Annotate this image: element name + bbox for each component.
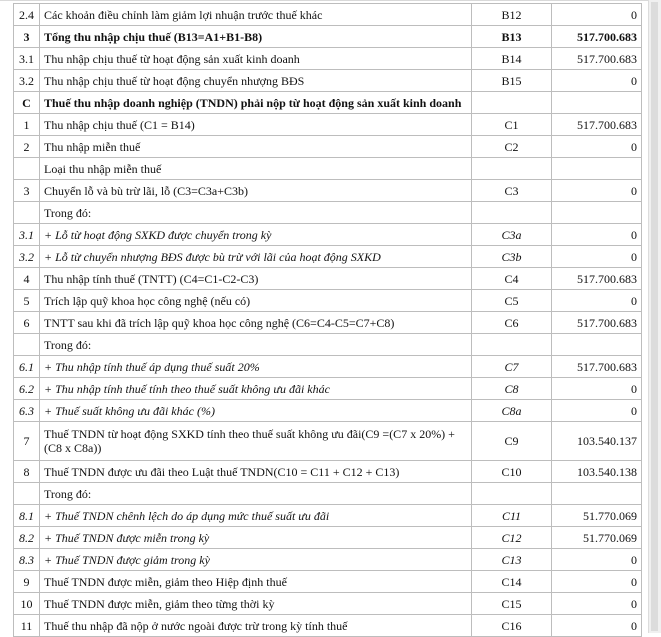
row-code-cell: C16 <box>472 615 552 637</box>
table-row <box>14 92 642 114</box>
row-code-cell: C3 <box>472 180 552 202</box>
row-description-cell: + Thu nhập tính thuế áp dụng thuế suất 20% <box>40 356 472 378</box>
row-number-cell <box>14 158 40 180</box>
row-value-cell: 0 <box>552 136 642 158</box>
row-value-cell: 103.540.137 <box>552 422 642 461</box>
row-number-cell: 6.3 <box>14 400 40 422</box>
row-description-cell: + Lỗ từ hoạt động SXKD được chuyển trong kỳ <box>40 224 472 246</box>
row-code-cell <box>472 92 552 114</box>
tax-table-body <box>14 4 642 637</box>
table-row <box>14 593 642 615</box>
table-row <box>14 136 642 158</box>
row-code-cell: C3a <box>472 224 552 246</box>
row-number-cell: 5 <box>14 290 40 312</box>
row-description-cell: Tổng thu nhập chịu thuế (B13=A1+B1-B8) <box>40 26 472 48</box>
row-number-cell: 2.4 <box>14 4 40 26</box>
row-number-cell: 6 <box>14 312 40 334</box>
row-description-cell: Thu nhập chịu thuế từ hoạt động chuyển nhượng BĐS <box>40 70 472 92</box>
table-row <box>14 527 642 549</box>
row-number-cell: 3.2 <box>14 246 40 268</box>
table-row <box>14 48 642 70</box>
row-description-cell: Thu nhập miễn thuế <box>40 136 472 158</box>
row-description-cell: Trong đó: <box>40 483 472 505</box>
row-value-cell: 0 <box>552 4 642 26</box>
row-number-cell: 11 <box>14 615 40 637</box>
row-value-cell <box>552 483 642 505</box>
row-description-cell: Thuế TNDN được ưu đãi theo Luật thuế TNDN(C10 = C11 + C12 + C13) <box>40 461 472 483</box>
row-value-cell: 0 <box>552 593 642 615</box>
row-value-cell: 0 <box>552 400 642 422</box>
table-row <box>14 290 642 312</box>
row-number-cell: 8 <box>14 461 40 483</box>
table-row <box>14 356 642 378</box>
row-code-cell: C13 <box>472 549 552 571</box>
row-number-cell: 6.1 <box>14 356 40 378</box>
row-code-cell: C5 <box>472 290 552 312</box>
row-value-cell: 0 <box>552 290 642 312</box>
row-value-cell <box>552 158 642 180</box>
row-description-cell: + Thuế TNDN chênh lệch do áp dụng mức thuế suất ưu đãi <box>40 505 472 527</box>
table-row <box>14 246 642 268</box>
tax-declaration-table <box>13 3 642 637</box>
table-row <box>14 114 642 136</box>
row-number-cell: 10 <box>14 593 40 615</box>
row-number-cell: 4 <box>14 268 40 290</box>
row-value-cell: 51.770.069 <box>552 527 642 549</box>
row-description-cell: + Thuế TNDN được miễn trong kỳ <box>40 527 472 549</box>
row-number-cell: 3 <box>14 180 40 202</box>
row-value-cell: 517.700.683 <box>552 26 642 48</box>
row-code-cell: C7 <box>472 356 552 378</box>
row-description-cell: Trong đó: <box>40 202 472 224</box>
table-row <box>14 505 642 527</box>
row-number-cell: 6.2 <box>14 378 40 400</box>
row-code-cell: C9 <box>472 422 552 461</box>
row-number-cell: C <box>14 92 40 114</box>
row-value-cell: 0 <box>552 549 642 571</box>
row-value-cell: 0 <box>552 180 642 202</box>
row-description-cell: Chuyển lỗ và bù trừ lãi, lỗ (C3=C3a+C3b) <box>40 180 472 202</box>
row-description-cell: + Thu nhập tính thuế tính theo thuế suất không ưu đãi khác <box>40 378 472 400</box>
row-code-cell: C14 <box>472 571 552 593</box>
row-code-cell: C3b <box>472 246 552 268</box>
row-value-cell: 517.700.683 <box>552 268 642 290</box>
row-description-cell: Thuế TNDN được miễn, giảm theo Hiệp định thuế <box>40 571 472 593</box>
row-description-cell: Thuế TNDN được miễn, giảm theo từng thời kỳ <box>40 593 472 615</box>
row-description-cell: Loại thu nhập miễn thuế <box>40 158 472 180</box>
row-description-cell: TNTT sau khi đã trích lập quỹ khoa học công nghệ (C6=C4-C5=C7+C8) <box>40 312 472 334</box>
row-description-cell: Thu nhập chịu thuế (C1 = B14) <box>40 114 472 136</box>
row-number-cell: 8.3 <box>14 549 40 571</box>
row-value-cell: 517.700.683 <box>552 114 642 136</box>
row-code-cell: C2 <box>472 136 552 158</box>
table-row <box>14 334 642 356</box>
row-code-cell: B14 <box>472 48 552 70</box>
table-row <box>14 26 642 48</box>
table-row <box>14 202 642 224</box>
row-number-cell <box>14 334 40 356</box>
row-number-cell: 3.1 <box>14 224 40 246</box>
row-number-cell: 3 <box>14 26 40 48</box>
table-row <box>14 268 642 290</box>
row-description-cell: Trích lập quỹ khoa học công nghệ (nếu có) <box>40 290 472 312</box>
row-value-cell <box>552 92 642 114</box>
row-description-cell: Các khoản điều chỉnh làm giảm lợi nhuận trước thuế khác <box>40 4 472 26</box>
tax-form-container <box>13 3 641 637</box>
row-description-cell: + Lỗ từ chuyển nhượng BĐS được bù trừ với lãi của hoạt động SXKD <box>40 246 472 268</box>
table-row <box>14 70 642 92</box>
row-code-cell: C8 <box>472 378 552 400</box>
table-row <box>14 461 642 483</box>
table-row <box>14 224 642 246</box>
top-frame-line <box>0 0 648 1</box>
row-number-cell: 8.2 <box>14 527 40 549</box>
row-description-cell: + Thuế TNDN được giảm trong kỳ <box>40 549 472 571</box>
row-value-cell: 0 <box>552 70 642 92</box>
row-code-cell: C12 <box>472 527 552 549</box>
row-value-cell: 0 <box>552 246 642 268</box>
table-row <box>14 158 642 180</box>
table-row <box>14 483 642 505</box>
row-value-cell: 517.700.683 <box>552 312 642 334</box>
row-code-cell: C11 <box>472 505 552 527</box>
row-value-cell: 103.540.138 <box>552 461 642 483</box>
row-description-cell: + Thuế suất không ưu đãi khác (%) <box>40 400 472 422</box>
row-code-cell <box>472 202 552 224</box>
row-description-cell: Thuế thu nhập doanh nghiệp (TNDN) phải nộp từ hoạt động sản xuất kinh doanh <box>40 92 472 114</box>
row-description-cell: Thuế TNDN từ hoạt động SXKD tính theo thuế suất không ưu đãi(C9 =(C7 x 20%) + (C8 x C8a)) <box>40 422 472 461</box>
row-value-cell: 517.700.683 <box>552 48 642 70</box>
row-code-cell: C4 <box>472 268 552 290</box>
row-description-cell: Thu nhập chịu thuế từ hoạt động sản xuất kinh doanh <box>40 48 472 70</box>
table-row <box>14 378 642 400</box>
scrollbar-thumb[interactable] <box>651 2 658 631</box>
table-row <box>14 180 642 202</box>
row-code-cell <box>472 334 552 356</box>
table-row <box>14 549 642 571</box>
table-row <box>14 615 642 637</box>
row-description-cell: Thuế thu nhập đã nộp ở nước ngoài được trừ trong kỳ tính thuế <box>40 615 472 637</box>
row-code-cell: B12 <box>472 4 552 26</box>
row-code-cell <box>472 158 552 180</box>
table-row <box>14 312 642 334</box>
row-code-cell: C8a <box>472 400 552 422</box>
row-number-cell: 9 <box>14 571 40 593</box>
table-row <box>14 400 642 422</box>
table-row <box>14 4 642 26</box>
row-value-cell: 0 <box>552 224 642 246</box>
row-code-cell: C10 <box>472 461 552 483</box>
row-value-cell: 51.770.069 <box>552 505 642 527</box>
row-code-cell: B13 <box>472 26 552 48</box>
row-value-cell <box>552 334 642 356</box>
table-row <box>14 571 642 593</box>
row-value-cell: 517.700.683 <box>552 356 642 378</box>
row-code-cell <box>472 483 552 505</box>
row-number-cell <box>14 483 40 505</box>
row-number-cell: 2 <box>14 136 40 158</box>
row-code-cell: C1 <box>472 114 552 136</box>
row-number-cell: 3.2 <box>14 70 40 92</box>
row-code-cell: C6 <box>472 312 552 334</box>
row-number-cell <box>14 202 40 224</box>
row-value-cell <box>552 202 642 224</box>
row-number-cell: 7 <box>14 422 40 461</box>
row-code-cell: B15 <box>472 70 552 92</box>
row-number-cell: 8.1 <box>14 505 40 527</box>
row-value-cell: 0 <box>552 615 642 637</box>
row-code-cell: C15 <box>472 593 552 615</box>
row-description-cell: Trong đó: <box>40 334 472 356</box>
row-description-cell: Thu nhập tính thuế (TNTT) (C4=C1-C2-C3) <box>40 268 472 290</box>
row-number-cell: 3.1 <box>14 48 40 70</box>
table-row <box>14 422 642 461</box>
row-value-cell: 0 <box>552 378 642 400</box>
row-value-cell: 0 <box>552 571 642 593</box>
row-number-cell: 1 <box>14 114 40 136</box>
